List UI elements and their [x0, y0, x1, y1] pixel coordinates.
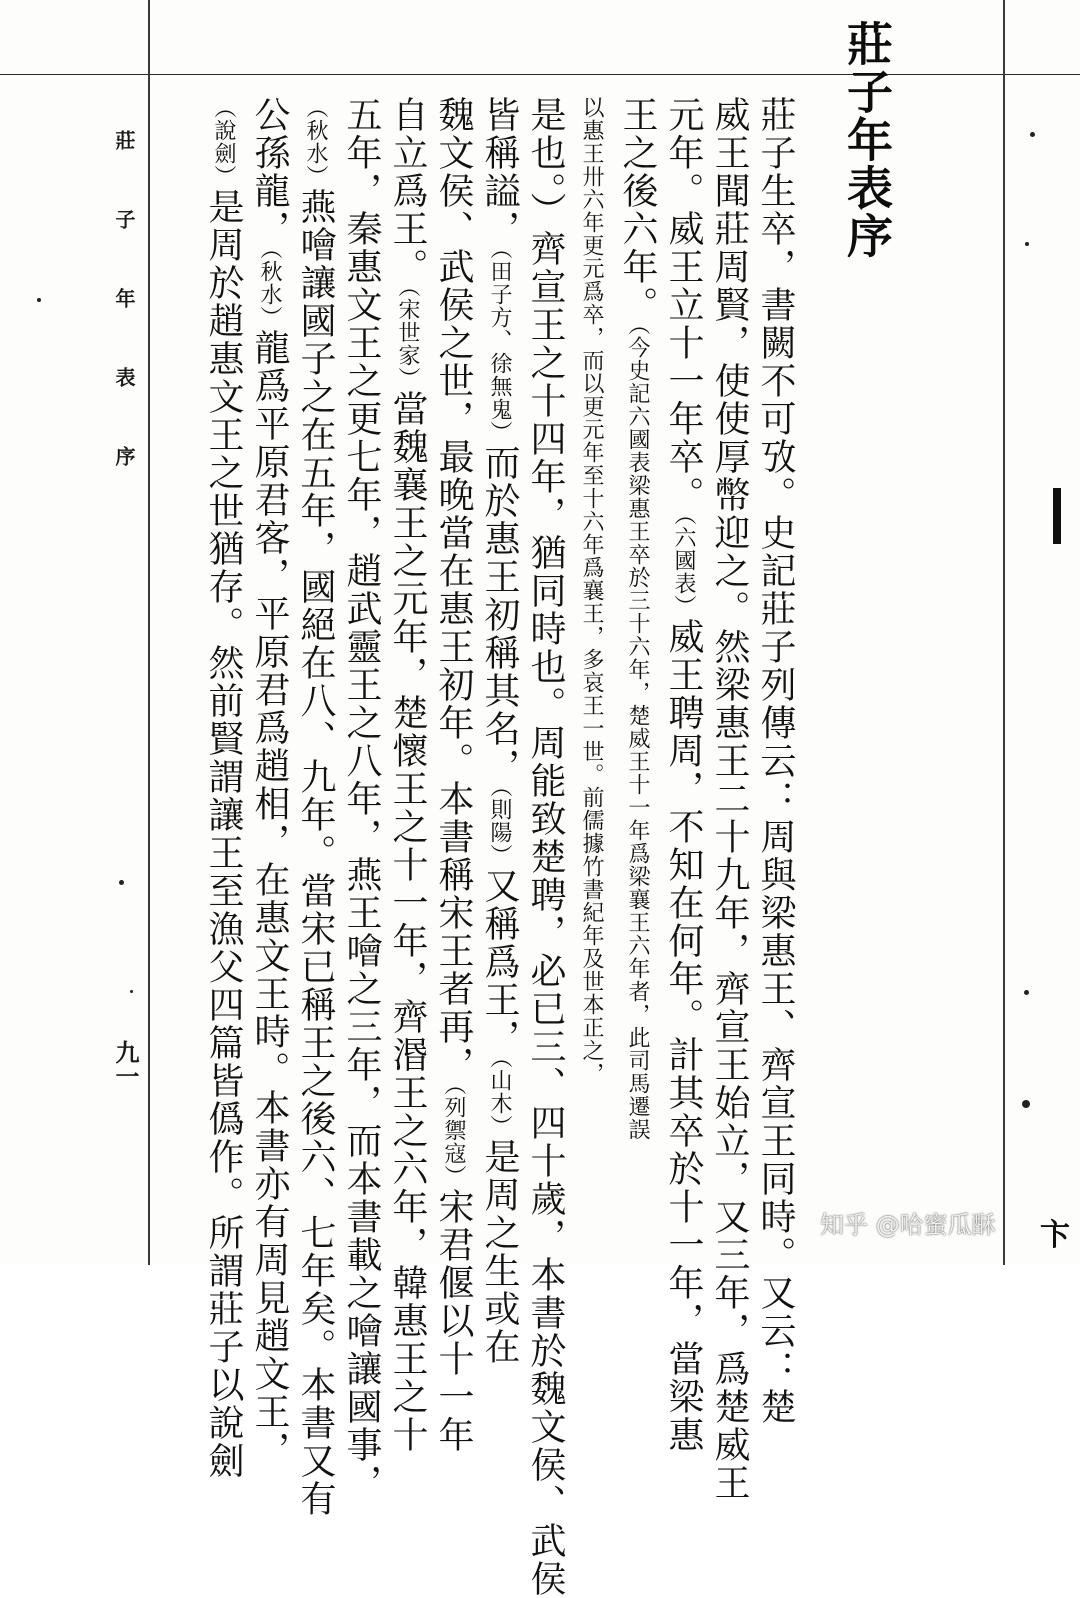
text-column-11: [292, 96, 338, 1518]
column-text: 威王聞莊周賢，使使厚幣迎之。然梁惠王二十九年，齊宣王始立，又三年，爲楚威王: [709, 96, 750, 1502]
column-text: 魏文侯、武侯之世，最晚當在惠王初年。本書稱宋王者再，: [433, 96, 474, 1084]
text-column-12: [246, 96, 292, 1469]
text-column-1: [752, 96, 798, 1426]
inline-note: （秋水）: [257, 248, 282, 329]
scan-speck: [1030, 132, 1035, 137]
text-column-10: [338, 96, 384, 1502]
scan-speck: [1025, 242, 1029, 246]
text-column-5: [568, 96, 614, 1246]
column-text: 又稱爲王，: [479, 867, 520, 1057]
scan-speck: [119, 880, 124, 885]
scan-speck: [37, 298, 41, 302]
column-text: 莊子生卒，書闕不可攷。史記莊子列傳云：周與梁惠王、齊宣王同時。又云：楚: [755, 96, 796, 1426]
inline-note: （山木）: [487, 1057, 512, 1138]
left-margin-rule: [148, 0, 150, 1265]
text-column-9: [384, 96, 430, 1454]
text-column-13: [200, 96, 246, 1480]
text-column-7: [476, 96, 522, 1366]
inline-note: 以惠王卅六年更元爲卒，而以更元年至十六年爲襄王，多哀王一世。前儒據竹書紀年及世本正之，: [579, 96, 604, 1085]
column-text: 公孫龍，: [249, 96, 290, 248]
inline-note: （今史記六國表梁惠王卒於三十六年，楚威王十一年爲梁襄王六年者，此司馬遷誤: [625, 324, 650, 1141]
inline-note: （說劍）: [211, 96, 236, 188]
inline-note: （秋水）: [303, 96, 328, 188]
text-column-3: [660, 96, 706, 1454]
inline-note: （則陽）: [487, 786, 512, 867]
text-column-6: [522, 96, 568, 1598]
text-column-4: [614, 96, 660, 1246]
inline-note: （列禦寇）: [441, 1084, 466, 1188]
column-text: 王之後六年。: [617, 96, 658, 324]
column-text: 威王聘周，不知在何年。計其卒於十一年，當梁惠: [663, 618, 704, 1454]
right-margin-rule: [1003, 0, 1005, 1265]
column-text: 而於惠王初稱其名，: [479, 444, 520, 786]
inline-note: （田子方、徐無鬼）: [487, 248, 512, 444]
column-text: 自立爲王。: [387, 96, 428, 286]
scan-speck: [1024, 990, 1029, 995]
scan-speck: [1022, 1100, 1030, 1108]
column-text: 元年。威王立十一年卒。: [663, 96, 704, 514]
inline-note: （六國表）: [671, 514, 696, 618]
scan-speck: [130, 990, 133, 993]
scan-edge-mark: [1053, 488, 1061, 544]
inline-note: （宋世家）: [395, 286, 420, 390]
text-column-2: [706, 96, 752, 1502]
column-text: 當魏襄王之元年，楚懷王之十一年，齊湣王之六年，韓惠王之十: [387, 390, 428, 1454]
column-text: 是周之生或在: [479, 1138, 520, 1366]
column-text: 是也。）齊宣王之十四年，猶同時也。周能致楚聘，必已三、四十歲，本書於魏文侯、武侯: [525, 96, 566, 1598]
column-text: 龍爲平原君客，平原君爲趙相，在惠文王時。本書亦有周見趙文王，: [249, 329, 290, 1469]
column-text: 宋君偃以十一年: [433, 1188, 474, 1454]
text-column-8: [430, 96, 476, 1454]
column-text: 皆稱謚，: [479, 96, 520, 248]
header-rule: [0, 74, 1080, 75]
running-header-title: 莊 子 年 表 序: [112, 130, 136, 492]
column-text: 是周於趙惠文王之世猶存。然前賢謂讓王至漁父四篇皆僞作。所謂莊子以說劍: [203, 188, 244, 1480]
column-text: 五年，秦惠文王之更七年，趙武靈王之八年，燕王噲之三年，而本書載之噲讓國事，: [341, 96, 382, 1502]
scan-corner-mark: 卞: [1040, 1218, 1070, 1253]
column-text: 燕噲讓國子之在五年，國絕在八、九年。當宋已稱王之後六、七年矣。本書又有: [295, 188, 336, 1518]
page-number: 九一: [111, 1040, 140, 1088]
source-watermark: 知乎 @哈蜜瓜酥: [820, 1211, 996, 1239]
chapter-title: 莊子年表序: [840, 20, 894, 260]
